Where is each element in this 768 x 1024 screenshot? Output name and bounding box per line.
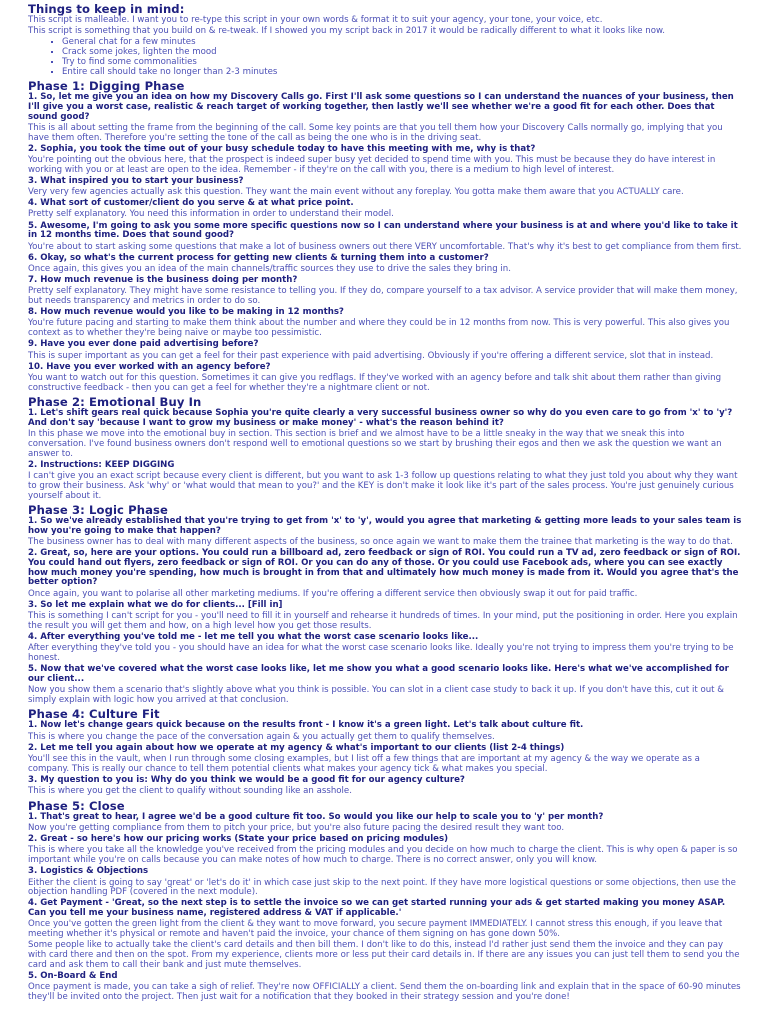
script-question: 2. Sophia, you took the time out of your busy schedule today to have this meeting with me, why is that?	[28, 143, 536, 154]
script-question: 4. After everything you've told me - let me tell you what the worst case scenario looks like...	[28, 631, 479, 642]
script-question: 10. Have you ever worked with an agency before?	[28, 361, 271, 372]
intro-paragraph: This script is something that you build on & re-tweak. If I showed you my script back in 2017 it would be radically different to what it looks like now.	[28, 26, 665, 37]
phase-title: Phase 4: Culture Fit	[28, 707, 160, 722]
script-question: 5. Awesome, I'm going to ask you some more specific questions now so I can understand where your business is at and where you'd like to take it in 12 months time. Does that sound good?	[28, 220, 738, 241]
intro-bullet-list	[28, 38, 742, 77]
script-note: I can't give you an exact script because every client is different, but you want to ask 1-3 follow up questions relating to what they just told you about why they want to grow their business. Ask 'why' or 'what would that mean to you?' and the KEY is don't make it look like it's part of the sales process. You're just genuinely curious yourself about it.	[28, 471, 738, 501]
phase-title: Phase 1: Digging Phase	[28, 79, 185, 94]
script-note: You're about to start asking some questions that make a lot of business owners out there VERY uncomfortable. That's why it's best to get compliance from them first.	[28, 241, 742, 252]
script-question: 1. So, let me give you an idea on how my Discovery Calls go. First I'll ask some questions so I can understand the nuances of your business, then I'll give you a worst case, realistic & reach target of working together, then lastly we'll see whether we're a good fit for each other. Does that sound good?	[28, 92, 734, 122]
script-question: 4. What sort of customer/client do you serve & at what price point.	[28, 198, 354, 209]
script-note: This is all about setting the frame from the beginning of the call. Some key points are that you tell them how your Discovery Calls normally go, implying that you have them often. Therefore you're setting the tone of the call as being the one who is in the driving seat.	[28, 122, 723, 143]
script-question: 3. Logistics & Objections	[28, 866, 149, 877]
script-note: Pretty self explanatory. You need this information in order to understand their model.	[28, 209, 394, 220]
bullet-item: ▪ Try to find some commonalities	[62, 58, 742, 68]
script-question: 2. Great, so, here are your options. You could run a billboard ad, zero feedback or sign of ROI. You could run a TV ad, zero feedback or sign of ROI. You could hand out flyers, zero feedback or sign of ROI. Or you can do any of those. Or you could use Facebook ads, where you can see exactly how much money you're spending, how much is brought in from that and ultimately how much money is made from it. Would you agree that's the better option?	[28, 548, 741, 588]
script-question: 7. How much revenue is the business doing per month?	[28, 275, 298, 286]
phases-container	[28, 80, 742, 1002]
script-note: Once again, this gives you an idea of the main channels/traffic sources they use to drive the sales they bring in.	[28, 263, 511, 274]
script-question: 8. How much revenue would you like to be making in 12 months?	[28, 307, 344, 318]
script-question: 3. My question to you is: Why do you think we would be a good fit for our agency culture?	[28, 774, 465, 785]
script-note: You want to watch out for this question. Sometimes it can give you redflags. If they've worked with an agency before and talk shit about them rather than giving constructive feedback - then you can get a feel for whether they're a nightmare client or not.	[28, 373, 722, 393]
script-note: You'll see this in the vault, when I run through some closing examples, but I list off a few things that are important at my agency & the way we operate as a company. This is really our chance to tell them potential clients what makes your agency tick & what makes you special.	[28, 754, 700, 774]
phase-title: Phase 2: Emotional Buy In	[28, 395, 202, 410]
script-question: 6. Okay, so what's the current process for getting new clients & turning them into a customer?	[28, 252, 489, 263]
bullet-item: ▪ Entire call should take no longer than 2-3 minutes	[62, 68, 742, 78]
script-question: 1. That's great to hear, I agree we'd be a good culture fit too. So would you like our help to scale you to 'y' per month?	[28, 811, 604, 822]
script-note: Once you've gotten the green light from the client & they want to move forward, you secure payment IMMEDIATELY. I cannot stress this enough, if you leave that meeting whether it's physical or remote and haven't paid the invoice, your chance of them signing on has gone down 50%.	[28, 919, 723, 940]
script-note: This is where you change the pace of the conversation again & you actually get them to qualify themselves.	[28, 731, 495, 742]
intro-paragraph: This script is malleable. I want you to re-type this script in your own words & format it to suit your agency, your tone, your voice, etc.	[28, 15, 603, 25]
script-note: Some people like to actually take the client's card details and then bill them. I don't like to do this, instead I'd rather just send them the invoice and they can pay with card there and then on the spot. From my experience, clients more or less put their card details in. If there are any issues you can just tell them to send you the card and ask them to call their bank and just mute themselves.	[28, 940, 740, 970]
script-note: Pretty self explanatory. They might have some resistance to telling you. If they do, compare yourself to a tax advisor. A service provider that will make them money, but needs transparency and metrics in order to do so.	[28, 286, 738, 307]
script-question: 1. Let's shift gears real quick because Sophia you're quite clearly a very successful business owner so why do you even care to go from 'x' to 'y'? And don't say 'because I want to grow my business or make money' - what's the reason behind it?	[28, 408, 733, 429]
script-note: This is where you get the client to qualify without sounding like an asshole.	[28, 786, 352, 797]
script-note: Once payment is made, you can take a sigh of relief. They're now OFFICIALLY a client. Send them the on-boarding link and explain that in the space of 60-90 minutes they'll be invited onto the project. Then just wait for a notification that they booked in their strategy session and you're done!	[28, 982, 741, 1002]
script-question: 2. Instructions: KEEP DIGGING	[28, 459, 175, 470]
script-note: Very very few agencies actually ask this question. They want the main event without any foreplay. You gotta make them aware that you ACTUALLY care.	[28, 187, 684, 198]
bullet-item: ▪ Crack some jokes, lighten the mood	[62, 48, 742, 58]
script-note: This is where you take all the knowledge you've received from the pricing modules and you decide on how much to charge the client. This is why open & paper is so important while you're on calls because you can make notes of how much to charge. There is no correct answer, only you will know.	[28, 845, 738, 866]
script-question: 3. What inspired you to start your business?	[28, 175, 244, 186]
script-question: 1. Now let's change gears quick because on the results front - I know it's a green light. Let's talk about culture fit.	[28, 720, 584, 731]
phase-title: Phase 5: Close	[28, 798, 125, 813]
script-question: 2. Let me tell you again about how we operate at my agency & what's important to our clients (list 2-4 things)	[28, 742, 565, 753]
script-question: 1. So we've already established that you're trying to get from 'x' to 'y', would you agree that marketing & getting more leads to your sales team is how you're going to make that happen?	[28, 516, 742, 536]
script-note: This is super important as you can get a feel for their past experience with paid advertising. Obviously if you're offering a different service, slot that in instead.	[28, 350, 714, 361]
script-note: In this phase we move into the emotional buy in section. This section is brief and we almost have to be a little sneaky in the way that we sneak this into conversation. I've found business owners don't respond well to emotional questions so we start by brushing their egos and then we ask the question we want an answer to.	[28, 429, 722, 459]
script-question: 3. So let me explain what we do for clients... [Fill in]	[28, 599, 283, 610]
script-note: You're future pacing and starting to make them think about the number and where they could be in 12 months from now. This is very powerful. This also gives you context as to whether they're being naive or maybe too pessimistic.	[28, 318, 730, 339]
script-note: Now you show them a scenario that's slightly above what you think is possible. You can slot in a client case study to back it up. If you don't have this, cut it out & simply explain with logic how you arrived at that conclusion.	[28, 684, 724, 705]
script-question: 2. Great - so here's how our pricing works (State your price based on pricing modules)	[28, 834, 449, 845]
script-note: Once again, you want to polarise all other marketing mediums. If you're offering a different service then obviously swap it out for paid traffic.	[28, 588, 638, 599]
intro-title: Things to keep in mind:	[28, 2, 185, 16]
script-question: 4. Get Payment - 'Great, so the next step is to settle the invoice so we can get started running your ads & get started making you money ASAP. Can you tell me your business name, registered address & VAT if applicable.'	[28, 898, 726, 919]
phase-title: Phase 3: Logic Phase	[28, 503, 168, 518]
script-question: 9. Have you ever done paid advertising before?	[28, 339, 259, 350]
script-note: After everything they've told you - you should have an idea for what the worst case scenario looks like. Ideally you're not trying to impress them you're trying to be honest.	[28, 643, 734, 663]
script-note: Either the client is going to say 'great' or 'let's do it' in which case just skip to the next point. If they have more logistical questions or some objections, then use the objection handling PDF (covered in the next module).	[28, 877, 736, 898]
bullet-item: ▪ General chat for a few minutes	[62, 38, 742, 48]
script-note: This is something I can't script for you - you'll need to fill it in yourself and rehearse it hundreds of times. In your mind, put the positioning in order. Here you explain the result you will get them and how, on a high level how you get those results.	[28, 611, 738, 631]
script-note: The business owner has to deal with many different aspects of the business, so once again we want to make them the trainee that marketing is the way to do that.	[28, 537, 733, 548]
script-question: 5. On-Board & End	[28, 970, 118, 981]
script-question: 5. Now that we've covered what the worst case looks like, let me show you what a good scenario looks like. Here's what we've accomplished for our client...	[28, 664, 729, 684]
script-note: Now you're getting compliance from them to pitch your price, but you're also future pacing the desired result they want too.	[28, 823, 565, 834]
script-note: You're pointing out the obvious here, that the prospect is indeed super busy yet decided to spend time with you. This must be because they do have interest in working with you or at least are open to the idea. Remember - if they're on the call with you, there is a medium to high level of interest.	[28, 154, 716, 175]
